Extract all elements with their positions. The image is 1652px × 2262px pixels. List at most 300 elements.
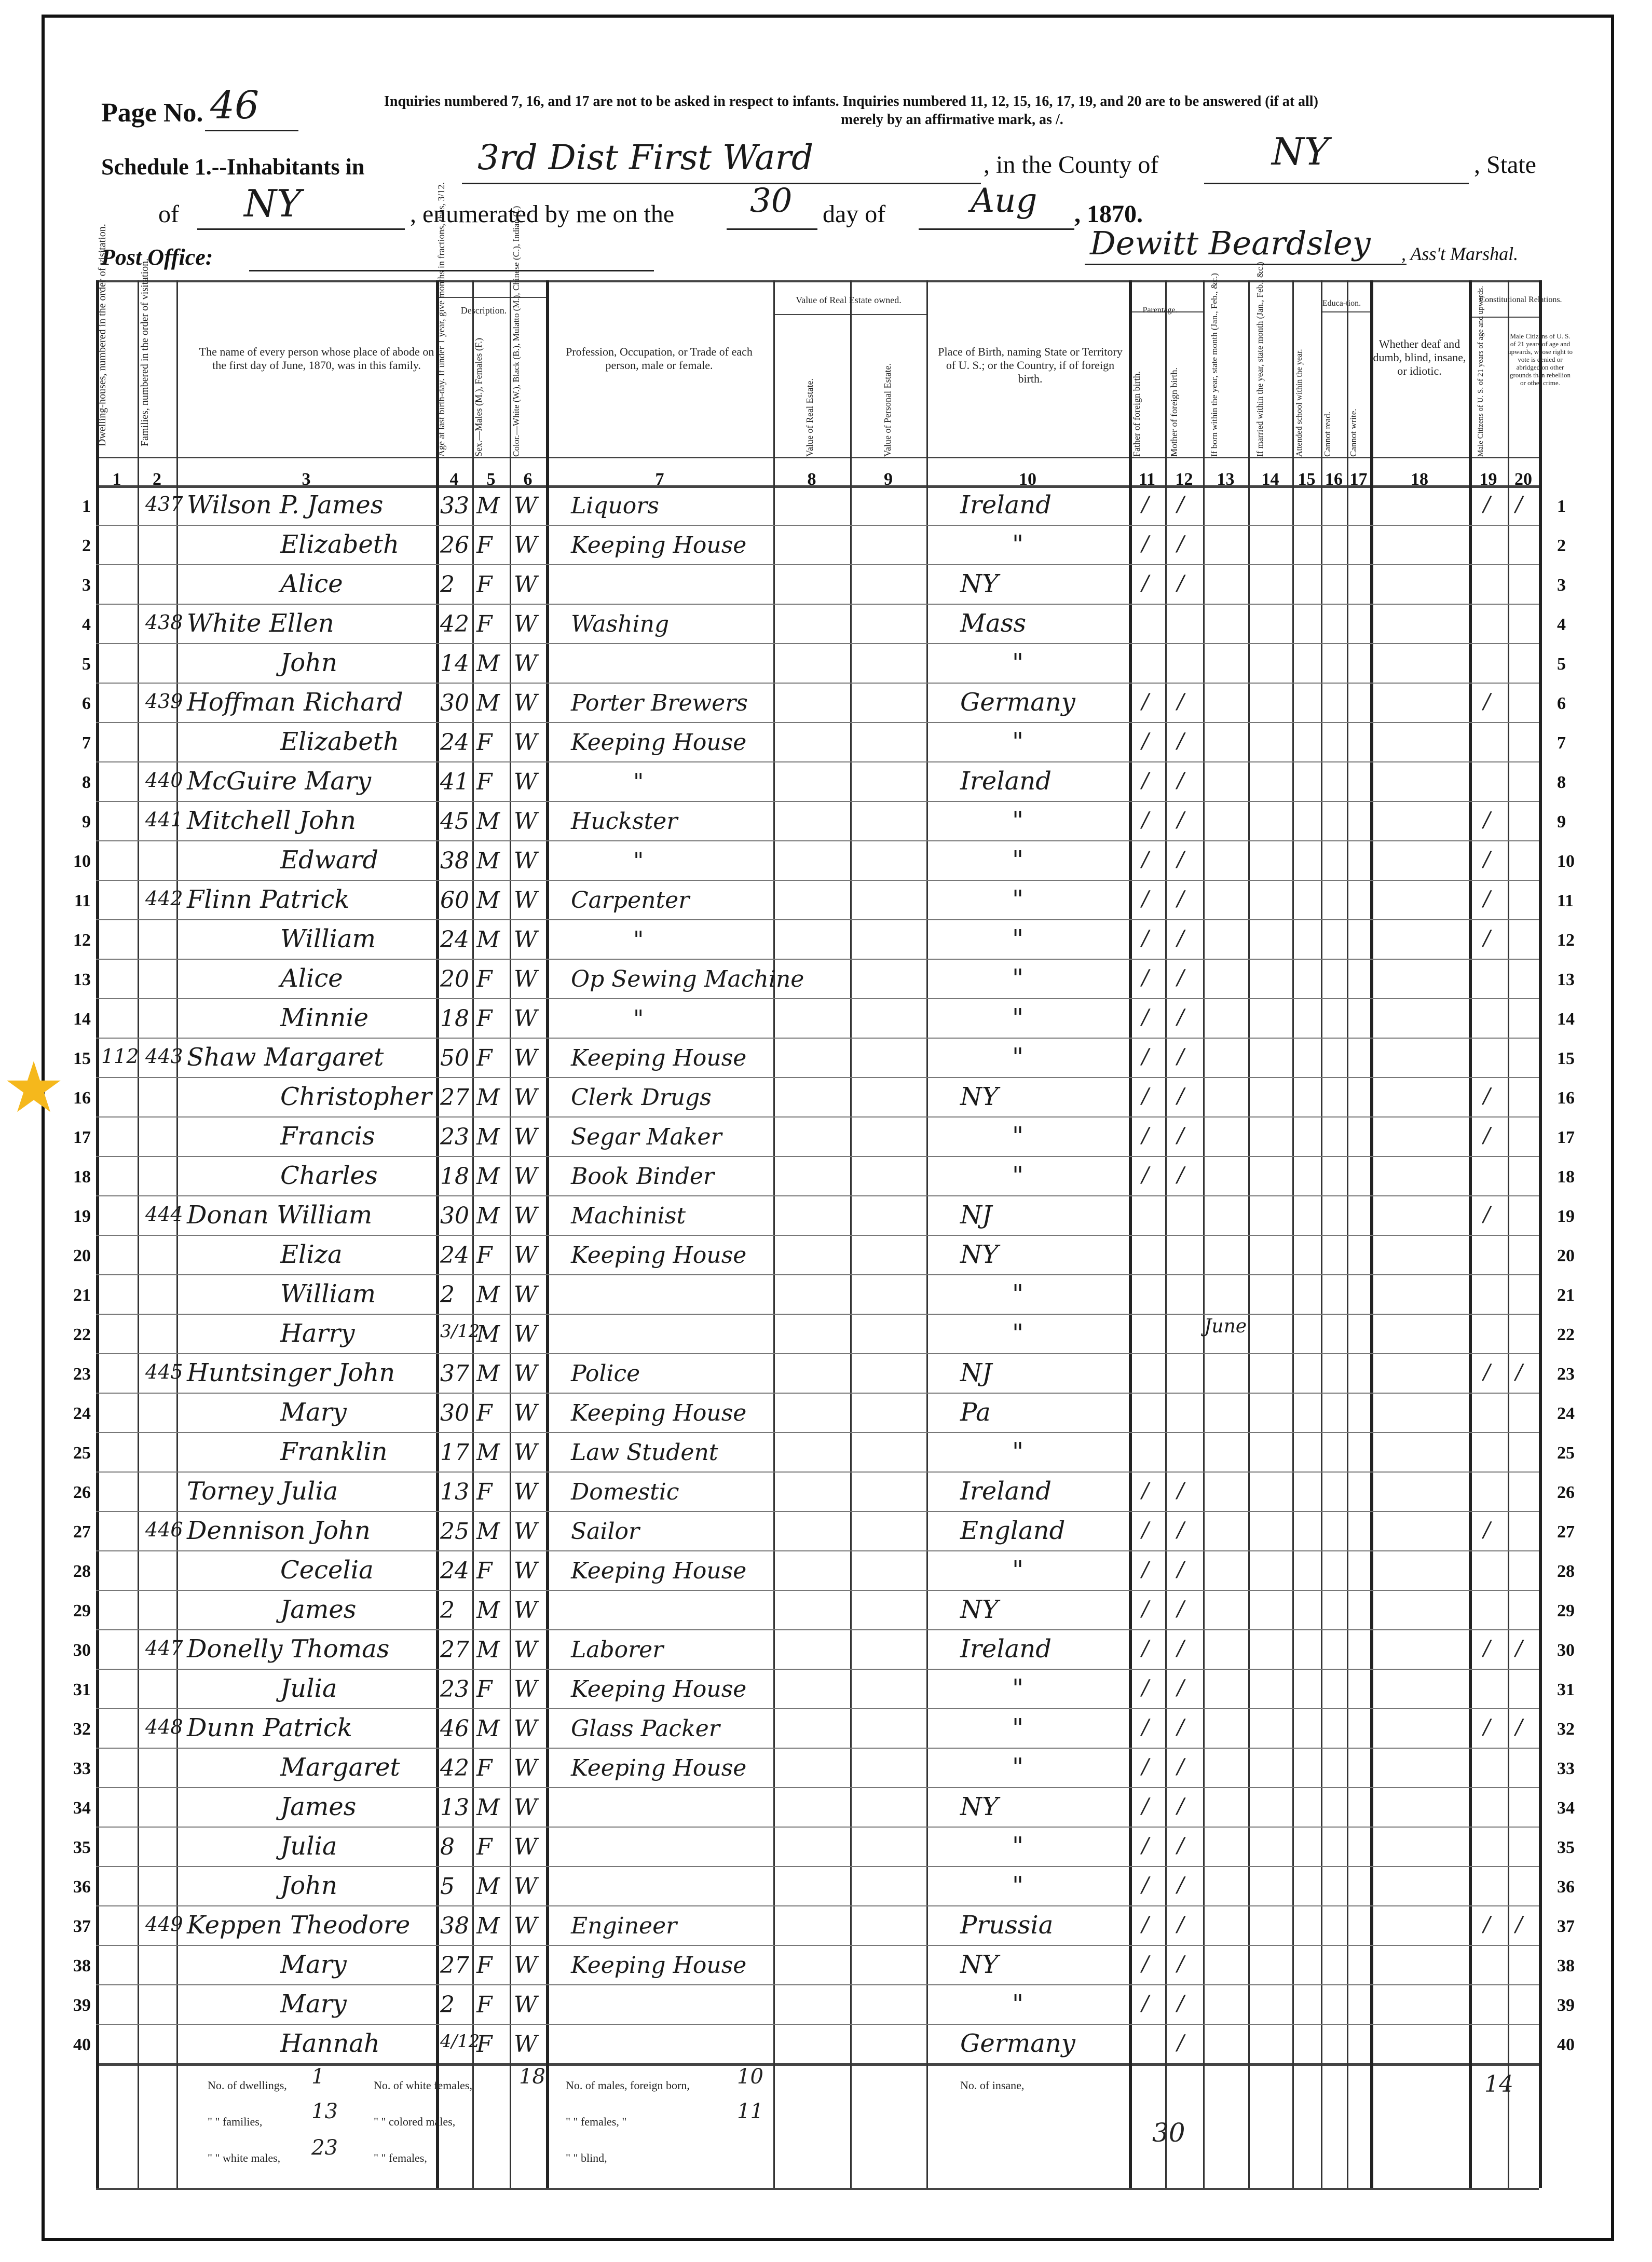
- females-foreign-label: " " females, ": [566, 2115, 627, 2128]
- summary-bottom-line: [96, 2188, 1539, 2190]
- color: W: [514, 1992, 538, 2018]
- occupation: ": [633, 926, 644, 953]
- mother-foreign: /: [1177, 1558, 1184, 1582]
- occupation: ": [633, 848, 644, 874]
- color: W: [514, 1715, 538, 1742]
- row-number-right: 26: [1557, 1483, 1575, 1502]
- sex: M: [476, 1597, 500, 1624]
- color: W: [514, 769, 538, 795]
- county: NY: [1272, 130, 1329, 173]
- color: W: [514, 1203, 538, 1229]
- person-name: Mary: [280, 1990, 347, 2019]
- mother-foreign: /: [1177, 1873, 1184, 1897]
- age: 24: [440, 926, 469, 953]
- row-number-left: 14: [73, 1010, 91, 1029]
- male-citizen: /: [1483, 1518, 1491, 1542]
- column-number: 6: [523, 470, 533, 489]
- age: 46: [440, 1715, 469, 1742]
- header-cannot-read: Cannot read.: [1322, 412, 1332, 457]
- father-foreign: /: [1142, 493, 1149, 516]
- birthplace: ": [1012, 885, 1024, 914]
- column-number: 5: [486, 470, 496, 489]
- sex: M: [476, 887, 500, 914]
- row-line: [96, 1590, 1539, 1591]
- sex: F: [476, 1242, 493, 1269]
- color: W: [514, 1005, 538, 1032]
- header-mother-foreign: Mother of foreign birth.: [1169, 367, 1179, 457]
- sex: F: [476, 1834, 493, 1860]
- row-line: [96, 2024, 1539, 2025]
- color: W: [514, 2031, 538, 2057]
- row-number-right: 31: [1557, 1680, 1575, 1699]
- row-number-left: 13: [73, 970, 91, 989]
- marshal-label: , Ass't Marshal.: [1401, 243, 1519, 264]
- mother-foreign: /: [1177, 808, 1184, 832]
- column-line: [1292, 280, 1294, 2188]
- county-label: , in the County of: [984, 151, 1159, 179]
- color: W: [514, 1084, 538, 1111]
- age: 24: [440, 729, 469, 756]
- birthplace: ": [1012, 964, 1024, 993]
- father-foreign: /: [1142, 1084, 1149, 1108]
- family-number: 443: [145, 1045, 183, 1068]
- sex: M: [476, 1439, 500, 1466]
- birthplace: ": [1012, 1713, 1024, 1742]
- row-number-right: 39: [1557, 1996, 1575, 2015]
- family-number: 444: [145, 1203, 183, 1225]
- age: 2: [440, 571, 455, 598]
- occupation: Keeping House: [571, 1755, 747, 1781]
- row-number-left: 17: [73, 1128, 91, 1147]
- occupation: Op Sewing Machine: [571, 966, 804, 992]
- row-line: [96, 1077, 1539, 1078]
- male-citizen: /: [1483, 493, 1491, 516]
- male-citizen: /: [1483, 887, 1491, 911]
- row-number-right: 16: [1557, 1088, 1575, 1108]
- row-line: [96, 1274, 1539, 1275]
- person-name: Keppen Theodore: [187, 1911, 411, 1940]
- father-foreign: /: [1142, 1952, 1149, 1976]
- column-line: [926, 280, 928, 2188]
- male-citizen: /: [1483, 1203, 1491, 1227]
- birthplace: ": [1012, 1279, 1024, 1309]
- column-number: 4: [449, 470, 459, 489]
- birthplace: ": [1012, 1674, 1024, 1703]
- header-attended-school: Attended school within the year.: [1295, 349, 1304, 457]
- page-number-label: Page No.: [101, 98, 203, 128]
- color: W: [514, 1439, 538, 1466]
- column-line: [138, 280, 139, 2188]
- father-foreign: /: [1142, 571, 1149, 595]
- notice-line-1: Inquiries numbered 7, 16, and 17 are not to be asked in respect to infants. Inquiries numbered 11, 12, 15, 16, 17, 19, and 20 are to be answered (if at all): [384, 93, 1318, 110]
- header-married-within-year: If married within the year, state month (Jan., Feb., &c.): [1255, 262, 1265, 457]
- age: 33: [440, 493, 469, 519]
- color: W: [514, 848, 538, 874]
- header-father-foreign: Father of foreign birth.: [1131, 371, 1142, 457]
- row-number-right: 29: [1557, 1601, 1575, 1620]
- birthplace: ": [1012, 1753, 1024, 1782]
- birthplace: Ireland: [960, 1477, 1052, 1506]
- male-citizen: /: [1483, 1637, 1491, 1660]
- mother-foreign: /: [1177, 1084, 1184, 1108]
- row-number-right: 6: [1557, 694, 1566, 713]
- birthplace: Ireland: [960, 1634, 1052, 1664]
- birthplace: ": [1012, 1319, 1024, 1348]
- row-number-left: 6: [82, 694, 91, 713]
- person-name: John: [280, 1871, 337, 1900]
- occupation: Keeping House: [571, 1400, 747, 1426]
- vote-denied: /: [1516, 1913, 1523, 1937]
- row-number-left: 34: [73, 1798, 91, 1818]
- vote-denied: /: [1516, 1360, 1523, 1384]
- age: 18: [440, 1005, 469, 1032]
- vote-denied: /: [1516, 1715, 1523, 1739]
- birthplace: NJ: [960, 1358, 992, 1387]
- color: W: [514, 1400, 538, 1426]
- sex: M: [476, 1163, 500, 1190]
- column-number: 3: [302, 470, 311, 489]
- person-name: Wilson P. James: [187, 490, 384, 520]
- families-label: " " families,: [208, 2115, 263, 2128]
- header-sex: Sex.—Males (M.), Females (F.): [473, 337, 484, 457]
- person-name: Julia: [280, 1832, 337, 1861]
- row-number-left: 10: [73, 852, 91, 871]
- header-constitutional: Constitutional Relations.: [1479, 295, 1562, 304]
- row-line: [96, 1550, 1539, 1551]
- birthplace: ": [1012, 1122, 1024, 1151]
- column-line: [1469, 280, 1472, 2188]
- color: W: [514, 1124, 538, 1150]
- age: 24: [440, 1558, 469, 1584]
- sex: F: [476, 611, 493, 637]
- age: 27: [440, 1952, 469, 1979]
- row-line: [96, 761, 1539, 762]
- row-line: [96, 1314, 1539, 1315]
- sex: F: [476, 1676, 493, 1702]
- person-name: Hoffman Richard: [187, 688, 403, 717]
- sex: M: [476, 1124, 500, 1150]
- sex: M: [476, 1794, 500, 1821]
- column-line: [510, 280, 511, 2188]
- birthplace: Pa: [960, 1398, 991, 1427]
- white-males-count: 23: [311, 2136, 338, 2160]
- row-number-right: 18: [1557, 1167, 1575, 1187]
- row-number-right: 22: [1557, 1325, 1575, 1344]
- row-number-right: 17: [1557, 1128, 1575, 1147]
- age: 4/12: [440, 2031, 480, 2052]
- column-number: 13: [1217, 470, 1235, 489]
- family-number: 441: [145, 808, 183, 831]
- birthplace: Ireland: [960, 767, 1052, 796]
- occupation: Domestic: [571, 1479, 679, 1505]
- occupation: Huckster: [571, 808, 678, 835]
- color: W: [514, 1913, 538, 1939]
- header-parentage: Parentage.: [1142, 306, 1178, 315]
- family-number: 446: [145, 1518, 183, 1541]
- occupation: Keeping House: [571, 729, 747, 756]
- sex: M: [476, 690, 500, 716]
- row-number-left: 31: [73, 1680, 91, 1699]
- occupation: Keeping House: [571, 1045, 747, 1071]
- person-name: Elizabeth: [280, 530, 399, 559]
- sex: M: [476, 1637, 500, 1663]
- family-number: 440: [145, 769, 183, 792]
- row-number-left: 35: [73, 1838, 91, 1857]
- column-number: 17: [1349, 470, 1368, 489]
- sex: M: [476, 1321, 500, 1347]
- person-name: James: [280, 1792, 357, 1821]
- age: 38: [440, 1913, 469, 1939]
- header-birthplace: Place of Birth, naming State or Territory of U. S.; or the Country, if of foreign birth.: [938, 345, 1123, 385]
- color: W: [514, 532, 538, 558]
- post-office-label: Post Office:: [101, 244, 213, 270]
- mother-foreign: /: [1177, 1124, 1184, 1148]
- male-citizen: /: [1483, 1124, 1491, 1148]
- row-number-left: 19: [73, 1207, 91, 1226]
- row-number-left: 20: [73, 1246, 91, 1265]
- person-name: White Ellen: [187, 609, 334, 638]
- person-name: William: [280, 1279, 376, 1309]
- mother-foreign: /: [1177, 1715, 1184, 1739]
- person-name: Eliza: [280, 1240, 343, 1269]
- column-number: 9: [884, 470, 893, 489]
- color: W: [514, 1952, 538, 1979]
- row-line: [96, 919, 1539, 920]
- father-foreign: /: [1142, 1873, 1149, 1897]
- father-foreign: /: [1142, 729, 1149, 753]
- day-of-label: day of: [823, 200, 886, 228]
- occupation: Liquors: [571, 493, 659, 519]
- column-line: [1129, 280, 1132, 2188]
- column-number: 14: [1261, 470, 1279, 489]
- age: 18: [440, 1163, 469, 1190]
- color: W: [514, 571, 538, 598]
- row-line: [96, 1432, 1539, 1433]
- sex: F: [476, 1992, 493, 2018]
- sex: M: [476, 1360, 500, 1387]
- row-number-right: 2: [1557, 536, 1566, 555]
- family-number: 442: [145, 887, 183, 910]
- table-top-line: [96, 280, 1539, 282]
- age: 20: [440, 966, 469, 992]
- header-bottom-line: [96, 457, 1539, 458]
- mother-foreign: /: [1177, 1992, 1184, 2015]
- row-line: [96, 564, 1539, 565]
- sex: F: [476, 1952, 493, 1979]
- header-description: Description.: [460, 305, 507, 316]
- header-vote-denied: Male Citizens of U. S. of 21 years of age and upwards, whose right to vote is denied or abridged on other grounds than rebellion or other crime.: [1508, 332, 1573, 387]
- marshal-signature: Dewitt Beardsley: [1090, 224, 1371, 262]
- row-line: [96, 1629, 1539, 1630]
- row-line: [96, 840, 1539, 841]
- color: W: [514, 1637, 538, 1663]
- father-foreign: /: [1142, 1992, 1149, 2015]
- row-line: [96, 1235, 1539, 1236]
- row-number-left: 15: [73, 1049, 91, 1068]
- occupation: Police: [571, 1360, 640, 1387]
- age: 26: [440, 532, 469, 558]
- family-number: 438: [145, 611, 183, 634]
- father-foreign: /: [1142, 1755, 1149, 1779]
- sex: M: [476, 808, 500, 835]
- insane-label: No. of insane,: [960, 2079, 1025, 2092]
- row-number-left: 40: [73, 2035, 91, 2054]
- occupation: Carpenter: [571, 887, 690, 914]
- males-foreign-count: 10: [737, 2065, 763, 2089]
- occupation: Laborer: [571, 1637, 664, 1663]
- row-number-left: 18: [73, 1167, 91, 1187]
- locality: 3rd Dist First Ward: [477, 138, 814, 178]
- header-male-citizens: Male Citizens of U. S. of 21 years of age and upwards.: [1477, 285, 1485, 457]
- father-foreign: /: [1142, 1045, 1149, 1069]
- mother-foreign: /: [1177, 690, 1184, 714]
- sex: F: [476, 1045, 493, 1071]
- birthplace: Prussia: [960, 1911, 1054, 1940]
- row-number-right: 19: [1557, 1207, 1575, 1226]
- row-line: [96, 1116, 1539, 1118]
- person-name: Franklin: [280, 1437, 388, 1466]
- family-number: 449: [145, 1913, 183, 1936]
- row-number-right: 1: [1557, 497, 1566, 516]
- occupation: ": [633, 769, 644, 795]
- age: 45: [440, 808, 469, 835]
- row-line: [96, 1866, 1539, 1867]
- white-females-label: No. of white females,: [374, 2079, 472, 2092]
- row-line: [96, 1393, 1539, 1394]
- father-foreign: /: [1142, 1913, 1149, 1937]
- row-number-left: 11: [74, 891, 91, 910]
- birthplace: ": [1012, 846, 1024, 875]
- row-line: [96, 1156, 1539, 1157]
- mother-foreign: /: [1177, 532, 1184, 556]
- mother-foreign: /: [1177, 729, 1184, 753]
- row-number-right: 8: [1557, 773, 1566, 792]
- row-number-right: 25: [1557, 1443, 1575, 1463]
- family-number: 447: [145, 1637, 183, 1659]
- sex: M: [476, 1518, 500, 1545]
- sex: F: [476, 2031, 493, 2057]
- row-number-right: 35: [1557, 1838, 1575, 1857]
- person-name: Alice: [280, 569, 343, 598]
- sex: F: [476, 769, 493, 795]
- father-foreign: /: [1142, 690, 1149, 714]
- column-number: 20: [1514, 470, 1532, 489]
- mother-foreign: /: [1177, 1834, 1184, 1858]
- column-line: [546, 280, 549, 2188]
- mother-foreign: /: [1177, 1597, 1184, 1621]
- sex: M: [476, 1715, 500, 1742]
- color: W: [514, 887, 538, 914]
- color: W: [514, 690, 538, 716]
- column-number: 19: [1479, 470, 1497, 489]
- age: 2: [440, 1992, 455, 2018]
- person-name: Mitchell John: [187, 806, 356, 835]
- born-within-year: June: [1204, 1316, 1247, 1337]
- person-name: Harry: [280, 1319, 355, 1348]
- occupation: Keeping House: [571, 532, 747, 558]
- person-name: Dennison John: [187, 1516, 371, 1545]
- color: W: [514, 1163, 538, 1190]
- row-number-left: 23: [73, 1365, 91, 1384]
- mother-foreign: /: [1177, 966, 1184, 990]
- occupation: Clerk Drugs: [571, 1084, 712, 1111]
- birthplace: Ireland: [960, 490, 1052, 520]
- age: 25: [440, 1518, 469, 1545]
- age: 24: [440, 1242, 469, 1269]
- occupation: Law Student: [571, 1439, 718, 1466]
- row-line: [96, 1511, 1539, 1512]
- column-line: [773, 280, 775, 2188]
- notice-line-2: merely by an affirmative mark, as /.: [841, 112, 1063, 128]
- person-name: Mary: [280, 1398, 347, 1427]
- age: 30: [440, 1203, 469, 1229]
- row-line: [96, 959, 1539, 960]
- header-real-estate: Value of Real Estate owned.: [796, 295, 902, 305]
- sex: F: [476, 1479, 493, 1505]
- column-number: 7: [655, 470, 664, 489]
- age: 30: [440, 690, 469, 716]
- age: 30: [440, 1400, 469, 1426]
- row-number-left: 7: [82, 733, 91, 753]
- color: W: [514, 1834, 538, 1860]
- row-number-right: 9: [1557, 812, 1566, 832]
- age: 8: [440, 1834, 455, 1860]
- row-number-right: 27: [1557, 1522, 1575, 1542]
- row-line: [96, 1195, 1539, 1196]
- row-line: [96, 1945, 1539, 1946]
- header-color: Color.—White (W.), Black (B.), Mulatto (M.), Chinese (C.), Indian (I.): [511, 206, 521, 457]
- column-line: [176, 280, 178, 2188]
- birthplace: ": [1012, 924, 1024, 953]
- person-name: Donelly Thomas: [187, 1634, 390, 1664]
- age: 17: [440, 1439, 469, 1466]
- birthplace: Germany: [960, 2029, 1075, 2058]
- color: W: [514, 1794, 538, 1821]
- family-number: 448: [145, 1715, 183, 1738]
- family-number: 439: [145, 690, 183, 713]
- person-name: Charles: [280, 1161, 378, 1190]
- color: W: [514, 1676, 538, 1702]
- males-foreign-label: No. of males, foreign born,: [566, 2079, 690, 2092]
- father-foreign: /: [1142, 532, 1149, 556]
- row-line: [96, 1748, 1539, 1749]
- birthplace: NJ: [960, 1201, 992, 1230]
- row-number-right: 32: [1557, 1720, 1575, 1739]
- row-number-left: 38: [73, 1956, 91, 1975]
- sex: F: [476, 532, 493, 558]
- person-name: Margaret: [280, 1753, 400, 1782]
- father-foreign: /: [1142, 1834, 1149, 1858]
- row-number-right: 40: [1557, 2035, 1575, 2054]
- father-foreign: /: [1142, 848, 1149, 871]
- occupation: Keeping House: [571, 1242, 747, 1269]
- color: W: [514, 1360, 538, 1387]
- header-cannot-write: Cannot write.: [1348, 408, 1358, 457]
- vote-denied: /: [1516, 493, 1523, 516]
- age: 13: [440, 1794, 469, 1821]
- row-number-left: 2: [82, 536, 91, 555]
- column-number: 11: [1138, 470, 1156, 489]
- mother-foreign: /: [1177, 1045, 1184, 1069]
- age: 27: [440, 1637, 469, 1663]
- column-line: [436, 280, 439, 2188]
- row-number-left: 12: [73, 931, 91, 950]
- row-number-left: 27: [73, 1522, 91, 1542]
- color: W: [514, 926, 538, 953]
- sex: F: [476, 966, 493, 992]
- person-name: Minnie: [280, 1003, 369, 1032]
- row-number-left: 21: [73, 1286, 91, 1305]
